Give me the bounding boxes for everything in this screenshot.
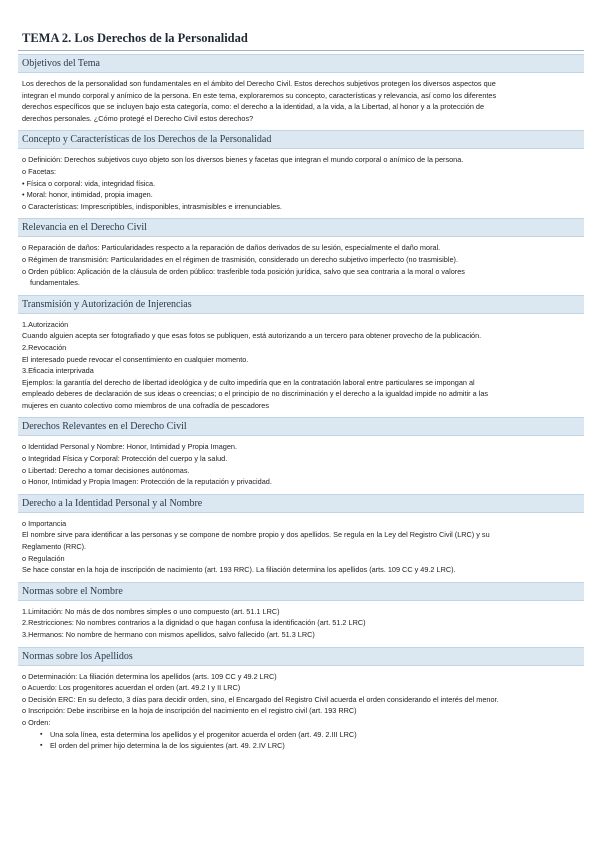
paragraph-line: Cuando alguien acepta ser fotografiado y que esas fotos se publiquen, está autorizando a un tercero para obtener provecho de la publicación. xyxy=(22,331,482,341)
section-body-derechos-relevantes xyxy=(18,441,584,487)
section-heading-objetivos: Objetivos del Tema xyxy=(18,54,584,73)
paragraph-line: El interesado puede revocar el consentimiento en cualquier momento. xyxy=(22,354,249,364)
list-item-continuation: fundamentales. xyxy=(30,278,80,288)
section-heading-concepto: Concepto y Características de los Derechos de la Personalidad xyxy=(18,130,584,149)
numbered-item: 1.Limitación: No más de dos nombres simples o uno compuesto (art. 51.1 LRC) xyxy=(22,606,280,616)
paragraph-line: Se hace constar en la hoja de inscripción de nacimiento (art. 193 RRC). La filiación determina los apellidos (arts. 109 CC y 49.2 LRC). xyxy=(22,565,456,575)
section-heading-normas-nombre: Normas sobre el Nombre xyxy=(18,582,584,601)
section-heading-relevancia: Relevancia en el Derecho Civil xyxy=(18,218,584,237)
paragraph-line: mujeres en cuanto colectivo como miembros de una cofradía de pescadores xyxy=(22,400,270,410)
paragraph-line: derechos personales. ¿Cómo protegé el Derecho Civil estos derechos? xyxy=(22,113,254,123)
numbered-heading: 1.Autorización xyxy=(22,319,69,329)
section-body-objetivos xyxy=(18,78,584,124)
list-item: o Características: Imprescriptibles, indisponibles, intrasmisibles e irrenunciables. xyxy=(22,201,282,211)
sub-list-item: ▪ El orden del primer hijo determina la de los siguientes (art. 49. 2.IV LRC) xyxy=(22,740,580,752)
list-item: o Reparación de daños: Particularidades respecto a la reparación de daños derivados de su lesión, especialmente el daño moral. xyxy=(22,243,441,253)
list-item: o Determinación: La filiación determina los apellidos (arts. 109 CC y 49.2 LRC) xyxy=(22,671,277,681)
list-item: o Definición: Derechos subjetivos cuyo objeto son los diversos bienes y facetas que integran el mundo corporal o anímico de la persona. xyxy=(22,155,464,165)
document-page xyxy=(18,28,584,752)
section-body-identidad-nombre xyxy=(18,518,584,576)
document-title: TEMA 2. Los Derechos de la Personalidad xyxy=(18,28,584,51)
list-item: o Orden: xyxy=(22,717,51,727)
numbered-item: 3.Hermanos: No nombre de hermano con mismos apellidos, salvo fallecido (art. 51.3 LRC) xyxy=(22,630,315,639)
section-heading-derechos-relevantes: Derechos Relevantes en el Derecho Civil xyxy=(18,417,584,436)
list-item: • Física o corporal: vida, integridad física. xyxy=(22,178,156,188)
section-body-relevancia xyxy=(18,242,584,288)
section-body-normas-apellidos xyxy=(18,671,584,752)
list-item: o Importancia xyxy=(22,518,67,528)
section-heading-transmision: Transmisión y Autorización de Injerencias xyxy=(18,295,584,314)
numbered-heading: 2.Revocación xyxy=(22,342,67,352)
section-heading-normas-apellidos: Normas sobre los Apellidos xyxy=(18,647,584,666)
list-item: o Decisión ERC: En su defecto, 3 días para decidir orden, sino, el Encargado del Registro Civil acuerda el orden considerando el interés del menor. xyxy=(22,694,499,704)
list-item: o Identidad Personal y Nombre: Honor, Intimidad y Propia Imagen. xyxy=(22,442,237,452)
sub-list-item: ▪ Una sola línea, esta determina los apellidos y el progenitor acuerda el orden (art. 49. 2.III LRC) xyxy=(22,729,580,741)
section-body-normas-nombre xyxy=(18,606,584,641)
list-item: o Integridad Física y Corporal: Protección del cuerpo y la salud. xyxy=(22,454,228,464)
list-item: o Acuerdo: Los progenitores acuerdan el orden (art. 49.2 I y II LRC) xyxy=(22,683,241,693)
list-item: o Facetas: xyxy=(22,166,57,176)
list-item: o Régimen de transmisión: Particularidades en el régimen de trasmisión, considerado un derecho subjetivo imperfecto (no trasmisible). xyxy=(22,254,458,264)
paragraph-line: Los derechos de la personalidad son fundamentales en el ámbito del Derecho Civil. Estos derechos subjetivos protegen los diversos aspectos que xyxy=(22,79,496,88)
paragraph-line: Reglamento (RRC). xyxy=(22,542,87,552)
section-heading-identidad-nombre: Derecho a la Identidad Personal y al Nombre xyxy=(18,494,584,513)
paragraph-line: Ejemplos: la garantía del derecho de libertad ideológica y de culto impediría que en la contratación laboral entre particulares se impongan al xyxy=(22,377,475,387)
list-item: o Regulación xyxy=(22,553,65,563)
paragraph-line: empleado deberes de declaración de sus ideas o creencias; o el principio de no discriminación y el derecho a la igualdad impide no admitir a las xyxy=(22,389,489,399)
list-item: o Inscripción: Debe inscribirse en la hoja de inscripción del nacimiento en el registro civil (art. 193 RRC) xyxy=(22,706,357,716)
list-item: • Moral: honor, intimidad, propia imagen. xyxy=(22,190,153,200)
numbered-heading: 3.Eficacia interprivada xyxy=(22,366,94,376)
list-item: o Orden público: Aplicación de la cláusula de orden público: trasferible toda posición jurídica, salvo que sea contraria a la moral o valores xyxy=(22,266,465,276)
paragraph-line: El nombre sirve para identificar a las personas y se compone de nombre propio y dos apellidos. Se regula en la Ley del Registro Civil (LRC) y su xyxy=(22,530,490,540)
list-item: o Libertad: Derecho a tomar decisiones autónomas. xyxy=(22,465,190,475)
paragraph-line: integran el mundo corporal y anímico de la persona. En este tema, exploraremos su concepto, características y relevancia, así como los diferentes xyxy=(22,90,497,100)
section-body-transmision xyxy=(18,319,584,412)
paragraph-line: derechos específicos que se incluyen bajo esta categoría, como: el derecho a la identidad, a la vida, a la Libertad, al honor y a la protección de xyxy=(22,102,485,112)
section-body-concepto xyxy=(18,154,584,212)
list-item: o Honor, Intimidad y Propia Imagen: Protección de la reputación y privacidad. xyxy=(22,477,272,487)
numbered-item: 2.Restricciones: No nombres contrarios a la dignidad o que hagan confusa la identificación (art. 51.2 LRC) xyxy=(22,618,366,628)
